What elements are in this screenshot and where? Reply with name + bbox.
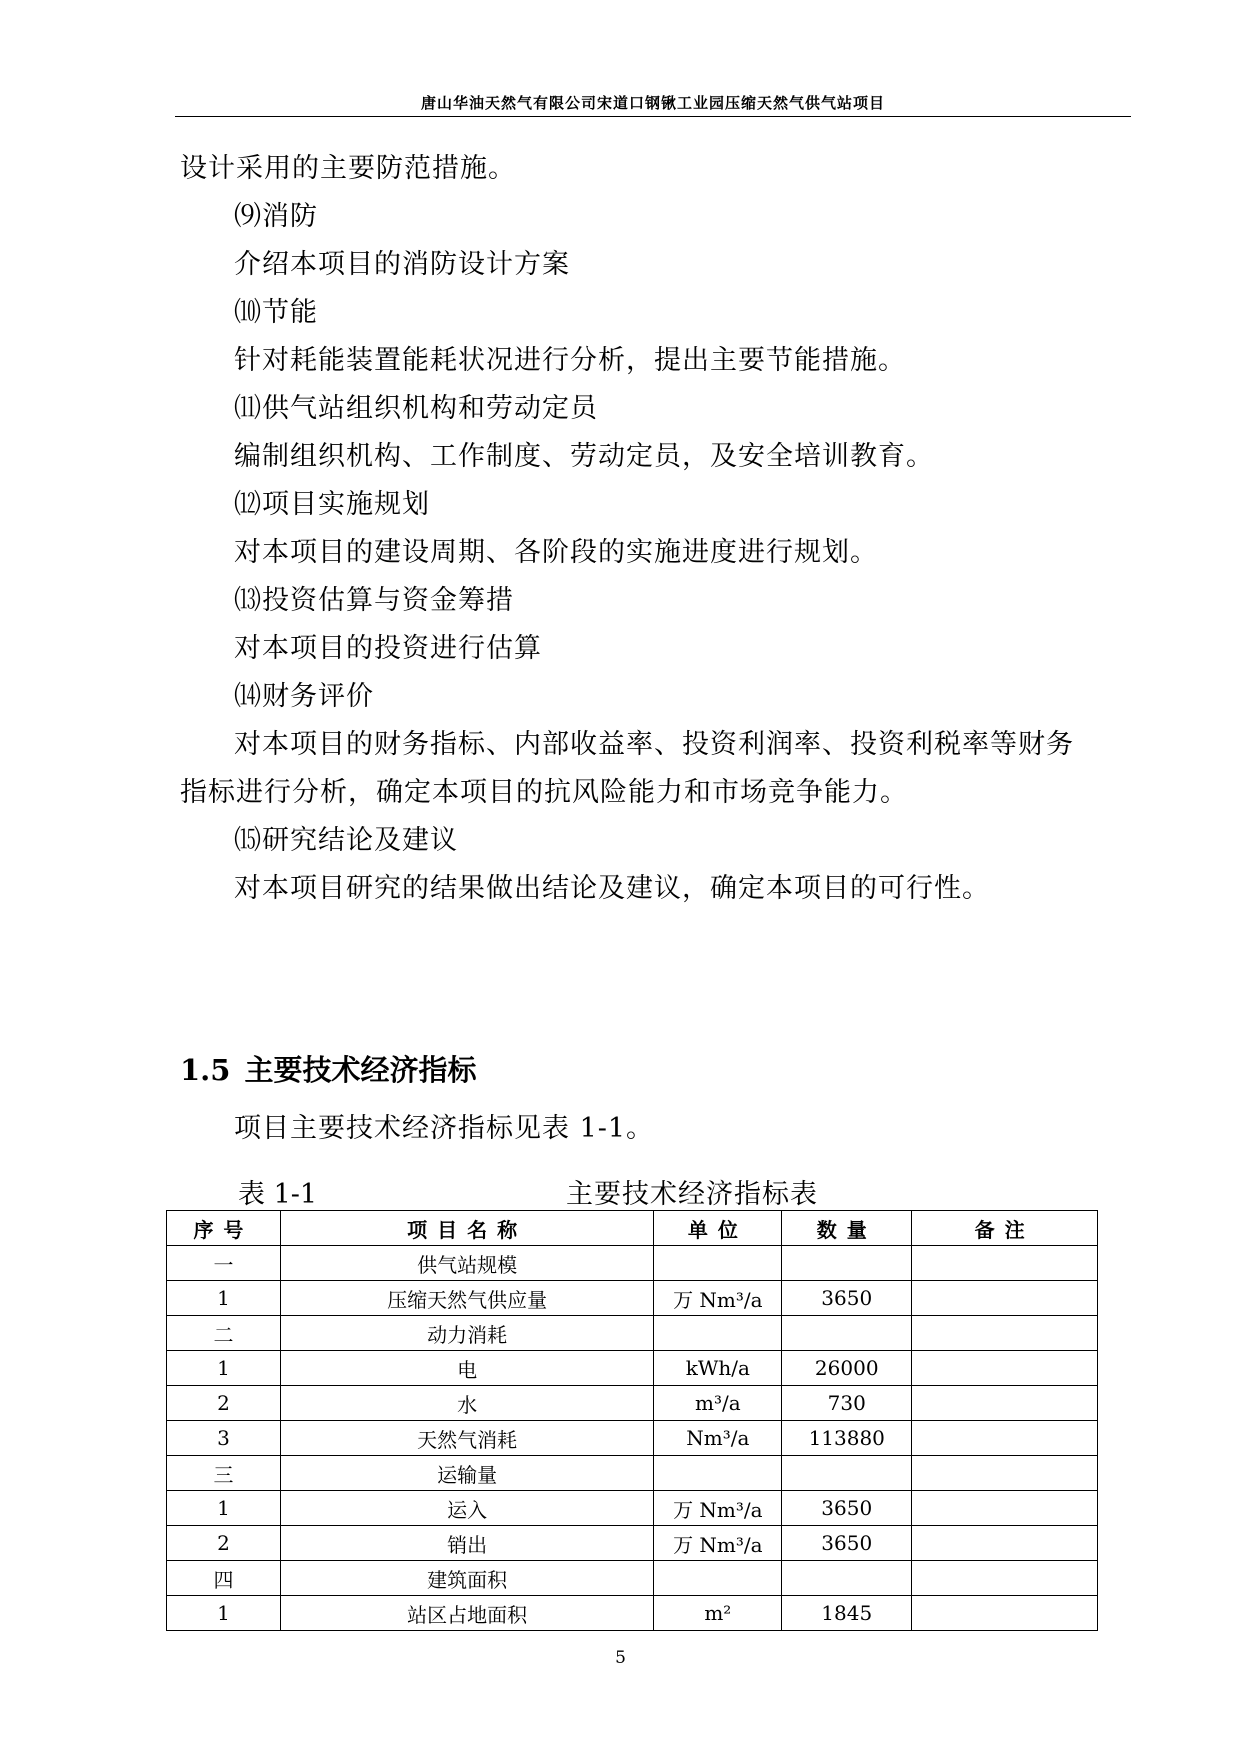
table-cell: 26000 xyxy=(782,1351,912,1386)
table-cell: 一 xyxy=(167,1246,281,1281)
table-cell: 1 xyxy=(167,1596,281,1631)
table-cell xyxy=(912,1456,1098,1491)
header-cell: 项目名称 xyxy=(280,1211,654,1246)
paragraph-line: 对本项目研究的结果做出结论及建议，确定本项目的可行性。 xyxy=(234,873,990,904)
table-cell: 2 xyxy=(167,1386,281,1421)
table-row xyxy=(167,1351,1098,1386)
table-row xyxy=(167,1561,1098,1596)
table-cell: 运输量 xyxy=(280,1456,654,1491)
table-cell xyxy=(912,1561,1098,1596)
table-cell: 运入 xyxy=(280,1491,654,1526)
table-cell: 天然气消耗 xyxy=(280,1421,654,1456)
table-cell: 电 xyxy=(280,1351,654,1386)
table-row xyxy=(167,1491,1098,1526)
table-cell: 三 xyxy=(167,1456,281,1491)
table-cell: 1 xyxy=(167,1491,281,1526)
table-cell: 建筑面积 xyxy=(280,1561,654,1596)
table-header-row xyxy=(167,1211,1098,1246)
section-title: 主要技术经济指标 xyxy=(244,1053,477,1087)
table-cell: 万 Nm³/a xyxy=(654,1526,782,1561)
table-cell: 水 xyxy=(280,1386,654,1421)
table-cell xyxy=(912,1386,1098,1421)
paragraph-line: 指标进行分析，确定本项目的抗风险能力和市场竞争能力。 xyxy=(180,777,908,808)
page-number: 5 xyxy=(615,1648,626,1668)
table-cell: 2 xyxy=(167,1526,281,1561)
table-caption-number: 表 1-1 xyxy=(238,1179,318,1210)
table-cell: 动力消耗 xyxy=(280,1316,654,1351)
list-item-heading: ⒁财务评价 xyxy=(234,681,374,712)
table-cell xyxy=(654,1561,782,1596)
table-cell xyxy=(912,1281,1098,1316)
table-row xyxy=(167,1386,1098,1421)
table-cell xyxy=(654,1456,782,1491)
table-row xyxy=(167,1421,1098,1456)
table-row xyxy=(167,1246,1098,1281)
paragraph-line: 对本项目的财务指标、内部收益率、投资利润率、投资利税率等财务 xyxy=(234,729,1074,760)
running-header: 唐山华油天然气有限公司宋道口钢锹工业园压缩天然气供气站项目 xyxy=(420,94,885,112)
paragraph-line: 设计采用的主要防范措施。 xyxy=(180,153,516,184)
table-row xyxy=(167,1316,1098,1351)
table-cell xyxy=(782,1246,912,1281)
table-cell: m³/a xyxy=(654,1386,782,1421)
table-row xyxy=(167,1456,1098,1491)
table-cell: 1 xyxy=(167,1351,281,1386)
table-cell: 万 Nm³/a xyxy=(654,1281,782,1316)
list-item-heading: ⒂研究结论及建议 xyxy=(234,825,458,856)
table-cell: 1845 xyxy=(782,1596,912,1631)
paragraph-line: 编制组织机构、工作制度、劳动定员，及安全培训教育。 xyxy=(234,441,934,472)
table-cell xyxy=(912,1246,1098,1281)
table-cell: m² xyxy=(654,1596,782,1631)
table-cell xyxy=(782,1456,912,1491)
header-cell: 数量 xyxy=(782,1211,912,1246)
table-cell: 730 xyxy=(782,1386,912,1421)
table-cell xyxy=(654,1246,782,1281)
table-body xyxy=(167,1246,1098,1631)
table-cell: 压缩天然气供应量 xyxy=(280,1281,654,1316)
paragraph-line: 对本项目的建设周期、各阶段的实施进度进行规划。 xyxy=(234,537,878,568)
list-item-heading: ⑾供气站组织机构和劳动定员 xyxy=(234,393,598,424)
table-cell xyxy=(912,1421,1098,1456)
table-cell xyxy=(782,1316,912,1351)
list-item-heading: ⑿项目实施规划 xyxy=(234,489,430,520)
indicator-table xyxy=(166,1210,1098,1631)
table-cell xyxy=(912,1491,1098,1526)
table-intro: 项目主要技术经济指标见表 1-1。 xyxy=(234,1113,655,1144)
table-row xyxy=(167,1281,1098,1316)
table-cell: 销出 xyxy=(280,1526,654,1561)
table-cell: 1 xyxy=(167,1281,281,1316)
table-cell: 3650 xyxy=(782,1491,912,1526)
table-cell xyxy=(912,1316,1098,1351)
table-cell: 二 xyxy=(167,1316,281,1351)
table-cell: 万 Nm³/a xyxy=(654,1491,782,1526)
table-cell xyxy=(912,1596,1098,1631)
paragraph-line: 对本项目的投资进行估算 xyxy=(234,633,542,664)
section-number: 1.5 xyxy=(180,1053,231,1087)
header-cell: 序号 xyxy=(167,1211,281,1246)
table-cell: Nm³/a xyxy=(654,1421,782,1456)
table-cell: 3 xyxy=(167,1421,281,1456)
table-cell xyxy=(912,1526,1098,1561)
table-cell: 113880 xyxy=(782,1421,912,1456)
list-item-heading: ⑽节能 xyxy=(234,297,318,328)
table-cell xyxy=(782,1561,912,1596)
table-cell: 站区占地面积 xyxy=(280,1596,654,1631)
table-cell: 供气站规模 xyxy=(280,1246,654,1281)
header-cell: 备注 xyxy=(912,1211,1098,1246)
table-row xyxy=(167,1526,1098,1561)
table-cell: 3650 xyxy=(782,1281,912,1316)
paragraph-line: 针对耗能装置能耗状况进行分析，提出主要节能措施。 xyxy=(234,345,906,376)
table-cell: 四 xyxy=(167,1561,281,1596)
table-caption-title: 主要技术经济指标表 xyxy=(566,1179,818,1210)
list-item-heading: ⑼消防 xyxy=(234,201,318,232)
list-item-heading: ⒀投资估算与资金筹措 xyxy=(234,585,514,616)
table-cell xyxy=(912,1351,1098,1386)
table-cell: 3650 xyxy=(782,1526,912,1561)
header-cell: 单位 xyxy=(654,1211,782,1246)
section-heading xyxy=(180,1048,476,1089)
table-cell: kWh/a xyxy=(654,1351,782,1386)
table-row xyxy=(167,1596,1098,1631)
table-cell xyxy=(654,1316,782,1351)
paragraph-line: 介绍本项目的消防设计方案 xyxy=(234,249,570,280)
header-divider xyxy=(175,116,1131,117)
